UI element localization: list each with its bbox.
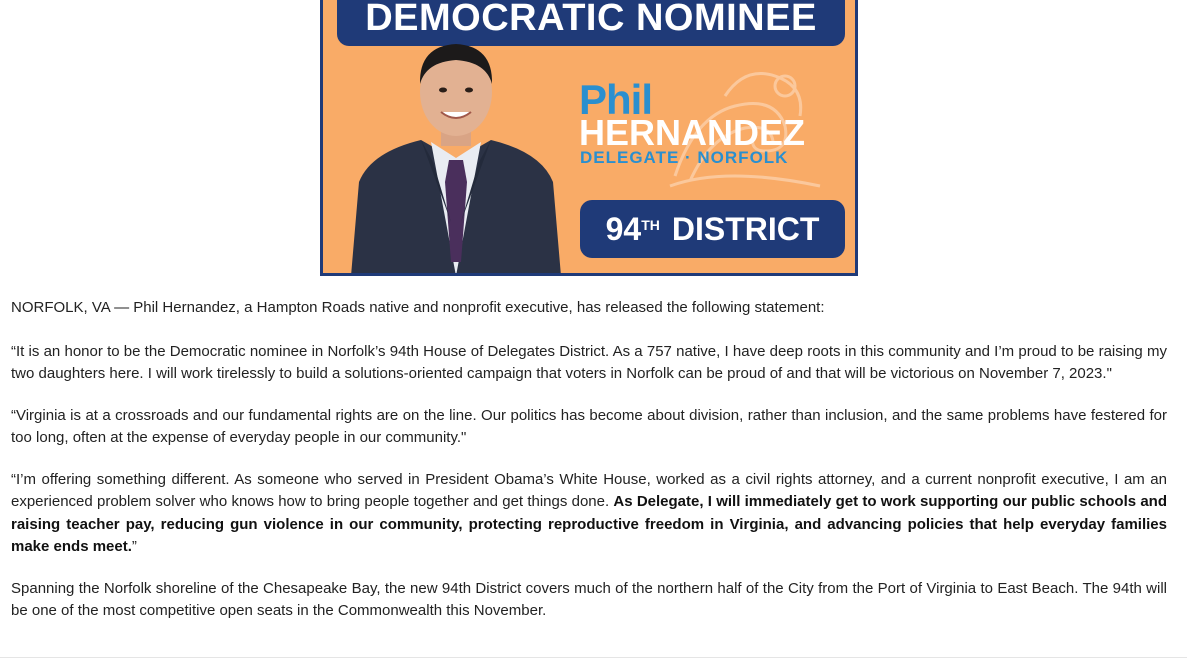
quote-3-plain: “I’m offering something different. As someone who served in President Obama’s White House, worked as a civil rights attorney, and a current nonprofit executive, I am an experienced problem solver who knows how to bring people together and get things done. xyxy=(11,470,1167,510)
candidate-office: DELEGATE · NORFOLK xyxy=(580,148,789,167)
paragraph-intro: NORFOLK, VA — Phil Hernandez, a Hampton Roads native and nonprofit executive, has released the following statement: xyxy=(11,299,825,316)
bottom-divider xyxy=(0,657,1187,658)
banner-headline: DEMOCRATIC NOMINEE xyxy=(337,0,845,46)
paragraph-quote-1: “It is an honor to be the Democratic nominee in Norfolk’s 94th House of Delegates District. As a 757 native, I have deep roots in this community and I’m proud to be raising my two daughters here. I will work tirelessly to build a solutions-oriented campaign that voters in Norfolk can be proud of and that will be victorious on November 7, 2023." xyxy=(11,342,1167,382)
district-number: 94 xyxy=(605,210,642,247)
press-release-body xyxy=(11,297,1167,642)
quote-3-end: ” xyxy=(131,538,137,555)
district-suffix: TH xyxy=(641,217,660,233)
candidate-last-name: HERNANDEZ xyxy=(579,112,806,153)
paragraph-quote-2: “Virginia is at a crossroads and our fundamental rights are on the line. Our politics has become about division, rather than inclusion, and the same problems have festered for too long, often at the expense of everyday people in our community." xyxy=(11,406,1167,446)
district-word: DISTRICT xyxy=(671,210,820,247)
candidate-photo xyxy=(351,32,561,276)
district-badge xyxy=(580,200,845,258)
paragraph-district-info: Spanning the Norfolk shoreline of the Chesapeake Bay, the new 94th District covers much of the northern half of the City from the Port of Virginia to East Beach. The 94th will be one of the most competitive open seats in the Commonwealth this November. xyxy=(11,579,1167,619)
paragraph-quote-3 xyxy=(11,469,1167,559)
campaign-banner-image xyxy=(320,0,858,276)
quote-3-bold: As Delegate, I will immediately get to work supporting our public schools and raising teacher pay, reducing gun violence in our community, protecting reproductive freedom in Virginia, and advancing policies that help everyday families make ends meet. xyxy=(11,493,1167,555)
candidate-first-name: Phil xyxy=(579,76,653,123)
